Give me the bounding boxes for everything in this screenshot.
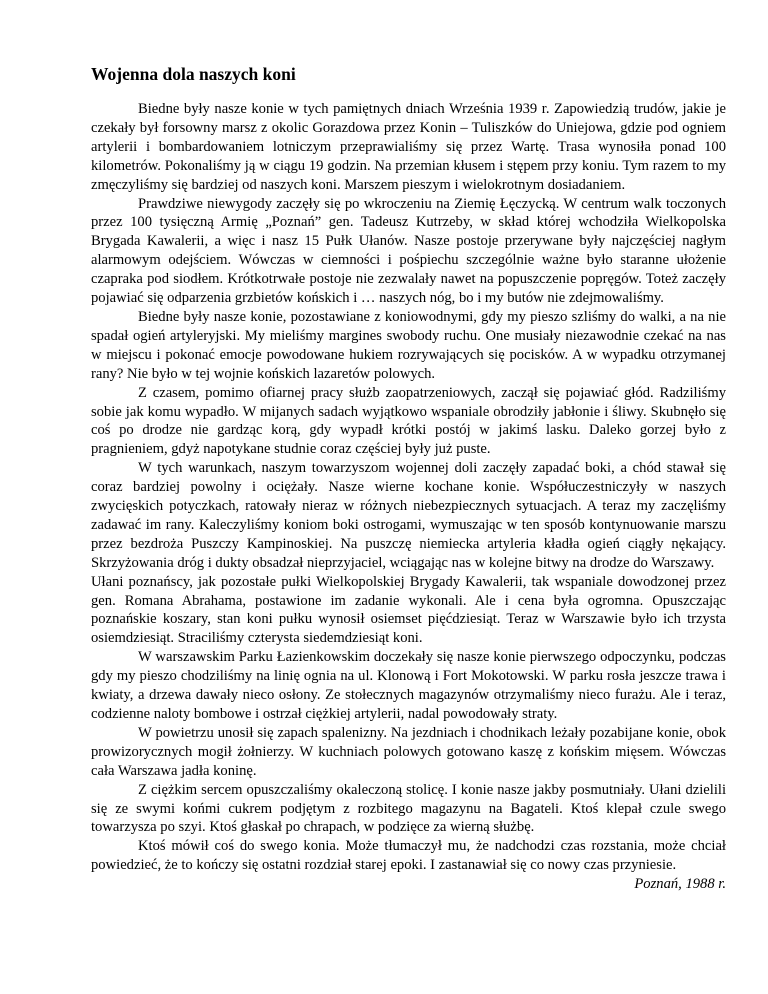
paragraph: W warszawskim Parku Łazienkowskim doczekały się nasze konie pierwszego odpoczynku, podczas gdy my pieszo chodziliśmy na linię ognia na ul. Klonową i Fort Mokotowski. W parku rosła jeszcze trawa i kwiaty, a drzewa dawały nieco osłony. Ze stołecznych magazynów otrzymaliśmy nieco furażu. Ale i teraz, codzienne naloty bombowe i ostrzał ciężkiej artylerii, nadal powodowały straty. — [91, 649, 726, 722]
paragraph: Z czasem, pomimo ofiarnej pracy służb zaopatrzeniowych, zaczął się pojawiać głód. Radziliśmy sobie jak komu wypadło. W mijanych sadach wyjątkowo wspaniale obrodziły jabłonie i śliwy. Skubnęło się coś po drodze nie gardząc korą, gdy wypadł krótki postój w jakimś lasku. Daleko gorzej było z pragnieniem, gdyż napotykane studnie coraz częściej były już puste. — [91, 384, 726, 458]
paragraph: Z ciężkim sercem opuszczaliśmy okaleczoną stolicę. I konie nasze jakby posmutniały. Ułani dzielili się ze swymi końmi cukrem podjętym z rozbitego magazynu na Bagateli. Ktoś klepał czule swego towarzysza po szyi. Ktoś głaskał po chrapach, w podzięce za wierną służbę. — [91, 781, 726, 836]
paragraph: W powietrzu unosił się zapach spalenizny. Na jezdniach i chodnikach leżały pozabijane konie, obok prowizorycznych mogił żołnierzy. W kuchniach polowych gotowano kaszę z końskim mięsem. Wówczas cała Warszawa jadła koninę. — [91, 724, 726, 779]
document-body — [91, 100, 726, 894]
place-date-signature: Poznań, 1988 r. — [634, 876, 726, 893]
paragraph: Ktoś mówił coś do swego konia. Może tłumaczył mu, że nadchodzi czas rozstania, może chciał powiedzieć, że to kończy się ostatni rozdział starej epoki. I zastanawiał się co nowy czas przyniesie. — [91, 838, 726, 874]
document-title: Wojenna dola naszych koni — [91, 64, 296, 84]
paragraph: Prawdziwe niewygody zaczęły się po wkroczeniu na Ziemię Łęczycką. W centrum walk toczonych przez 100 tysięczną Armię „Poznań” gen. Tadeusz Kutrzeby, w skład której wchodziła Wielkopolska Brygada Kawalerii, a więc i nasz 15 Pułk Ułanów. Nasze postoje przerywane były najczęściej nagłym alarmowym odejściem. Wówczas w ciemności i pośpiechu szczególnie ważne było staranne ułożenie czapraka pod siodłem. Krótkotrwałe postoje nie zezwalały nawet na popuszczenie popręgów. Toteż zaczęły pojawiać się odparzenia grzbietów końskich i … naszych nóg, bo i my butów nie zdejmowaliśmy. — [91, 195, 726, 307]
paragraph: Ułani poznańscy, jak pozostałe pułki Wielkopolskiej Brygady Kawalerii, tak wspaniale dowodzonej przez gen. Romana Abrahama, postawione im zadanie wykonali. Ale i cena była ogromna. Opuszczając poznańskie koszary, stan koni pułku wynosił osiemset pięćdziesiąt. Teraz w Warszawie było ich trzysta osiemdziesiąt. Straciliśmy czterysta siedemdziesiąt koni. — [91, 573, 726, 647]
paragraph: Biedne były nasze konie, pozostawiane z koniowodnymi, gdy my pieszo szliśmy do walki, a na nie spadał ogień artyleryjski. My mieliśmy margines swobody ruchu. One musiały niezawodnie czekać na nas w miejscu i pokonać emocje powodowane hukiem rozrywających się pocisków. A w wypadku otrzymanej rany? Nie było w tej wojnie końskich lazaretów polowych. — [91, 308, 726, 382]
paragraph: Biedne były nasze konie w tych pamiętnych dniach Września 1939 r. Zapowiedzią trudów, jakie je czekały był forsowny marsz z okolic Gorazdowa przez Konin – Tuliszków do Uniejowa, gdzie pod ogniem artylerii i bombardowaniem lotniczym przeprawialiśmy się przez Wartę. Trasa wynosiła ponad 100 kilometrów. Pokonaliśmy ją w ciągu 19 godzin. Na przemian kłusem i stępem przy koniu. Tym razem to my zmęczyliśmy się bardziej od naszych koni. Marszem pieszym i wielokrotnym dosiadaniem. — [91, 101, 726, 193]
paragraph: W tych warunkach, naszym towarzyszom wojennej doli zaczęły zapadać boki, a chód stawał się coraz bardziej powolny i ociężały. Nasze wierne kochane konie. Współuczestniczyły w naszych zwycięskich potyczkach, ratowały nieraz w różnych niebezpiecznych sytuacjach. A teraz my zaczęliśmy zadawać im rany. Kaleczyliśmy koniom boki ostrogami, wymuszając w ten sposób kontynuowanie marszu przez bezdroża Puszczy Kampinoskiej. Na puszczę niemiecka artyleria kładła ogień ciągły nękający. Skrzyżowania dróg i dukty obsadzał nieprzyjaciel, wciągając nas w kolejne bitwy na drodze do Warszawy. — [91, 460, 726, 571]
